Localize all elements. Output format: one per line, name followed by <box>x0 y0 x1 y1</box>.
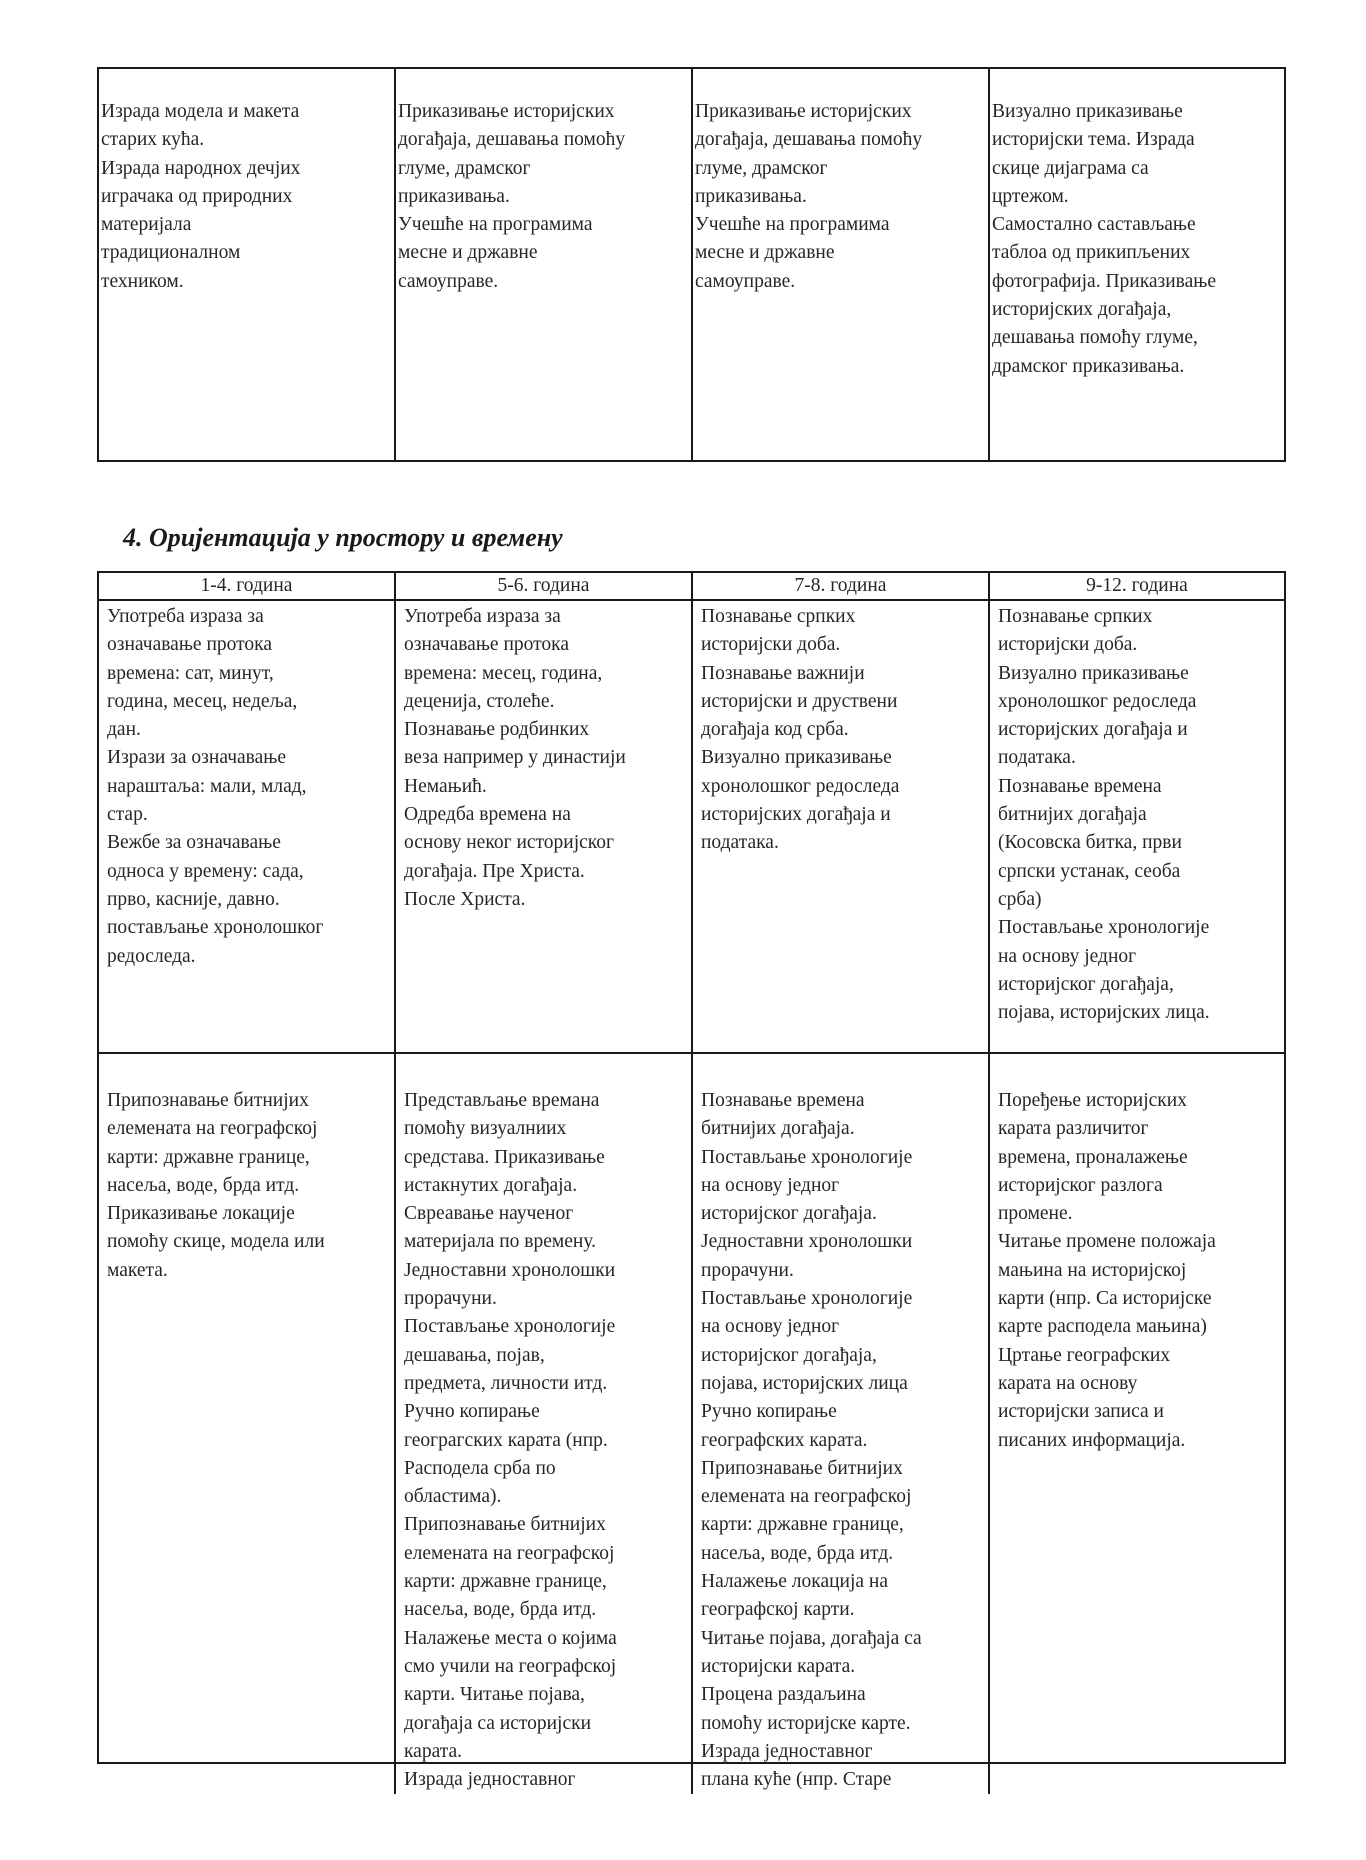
top-table-cell-2 <box>396 69 693 460</box>
section-heading: 4. Оријентација у простору и времену <box>123 523 563 552</box>
table-cell-r1-c4 <box>990 601 1284 1054</box>
table-cell-text: Познавање српких историјски доба. Визуално приказивање хронолошког редоследа историјских догађаја и података. Познавање времена битнијих догађаја (Косовска битка, први српски устанак, сеоба срба) Постављање хронологије на основу једног историјског догађаја, појава, историјских лица. <box>998 606 1210 1024</box>
table-cell-text: Познавање времена битнијих догађаја. Постављање хронологије на основу једног историјског догађаја. Једноставни хронолошки прорачуни. Постављање хронологије на основу једног историјског догађаја, појава, историјских лица Ручно копирање географских карата. Припознавање битнијих елемената на географској карти: државне границе, насеља, воде, брда итд. Налажење локација на географској карти. Читање појава, догађаја са историјски карата. Процена раздаљина помоћу историјске карте. Израда једноставног плана куће (нпр. Старе <box>701 1090 922 1791</box>
table-cell-text: Припознавање битнијих елемената на географској карти: државне границе, насеља, воде, брда итд. Приказивање локације помоћу скице, модела или макета. <box>107 1090 325 1281</box>
top-table-cell-3 <box>693 69 990 460</box>
orientation-table <box>97 571 1286 1791</box>
table-cell-r1-c1 <box>99 601 396 1054</box>
table-cell-r2-c1 <box>99 1054 396 1794</box>
table-cell-text: Познавање српких историјски доба. Познавање важнији историјски и друствени догађаја код срба. Визуално приказивање хронолошког редоследа историјских догађаја и података. <box>701 606 900 854</box>
top-table-cell-1-text: Израда модела и макета старих кућа. Израда народнох дечјих играчака од природних материјала традиционалном техником. <box>101 101 301 292</box>
top-table-cell-2-text: Приказивање историјских догађаја, дешавања помоћу глуме, драмског приказивања. Учешће на програмима месне и државне самоуправе. <box>398 101 626 292</box>
top-table <box>97 67 1286 462</box>
table-cell-r1-c2 <box>396 601 693 1054</box>
table-cell-r2-c3 <box>693 1054 990 1794</box>
table-cell-text: Употреба израза за означавање протока времена: сат, минут, година, месец, недеља, дан. Изрази за означавање нараштаља: мали, млад, стар. Вежбе за означавање односа у времену: сада, прво, касније, давно. постављање хронолошког редоследа. <box>107 606 324 967</box>
table-cell-text: Употреба израза за означавање протока времена: месец, година, деценија, столеће. Познавање родбинких веза например у династији Немањић. Одредба времена на основу неког историјског догађаја. Пре Христа. После Христа. <box>404 606 626 910</box>
table-cell-text: Поређење историјских карата различитог времена, проналажење историјског разлога промене. Читање промене положаја мањина на историјској карти (нпр. Са историјске карте расподела мањина) Цртање географских карата на основу историјски записа и писаних информација. <box>998 1090 1216 1451</box>
column-header-1-4: 1-4. година <box>99 573 396 601</box>
column-header-5-6: 5-6. година <box>396 573 693 601</box>
table-cell-text: Представљање времана помоћу визуалниих средстава. Приказивање истакнутих догађаја. Свреавање наученог материјала по времену. Једноставни хронолошки прорачуни. Постављање хронологије дешавања, појав, предмета, личности итд. Ручно копирање геограгских карата (нпр. Расподела срба по областима). Припознавање битнијих елемената на географској карти: државне границе, насеља, воде, брда итд. Налажење места о којима смо учили на географској карти. Читање појава, догађаја са историјски карата. Израда једноставног <box>404 1090 617 1791</box>
column-header-7-8: 7-8. година <box>693 573 990 601</box>
table-cell-r2-c4 <box>990 1054 1284 1794</box>
top-table-cell-3-text: Приказивање историјских догађаја, дешавања помоћу глуме, драмског приказивања. Учешће на програмима месне и државне самоуправе. <box>695 101 923 292</box>
table-cell-r2-c2 <box>396 1054 693 1794</box>
column-header-9-12: 9-12. година <box>990 573 1284 601</box>
table-cell-r1-c3 <box>693 601 990 1054</box>
top-table-cell-1 <box>99 69 396 460</box>
top-table-cell-4-text: Визуално приказивање историјски тема. Израда скице дијаграма са цртежом. Самостално састављање таблоа од прикипљених фотографија. Приказивање историјских догађаја, дешавања помоћу глуме, драмског приказивања. <box>992 101 1217 377</box>
top-table-cell-4 <box>990 69 1284 460</box>
